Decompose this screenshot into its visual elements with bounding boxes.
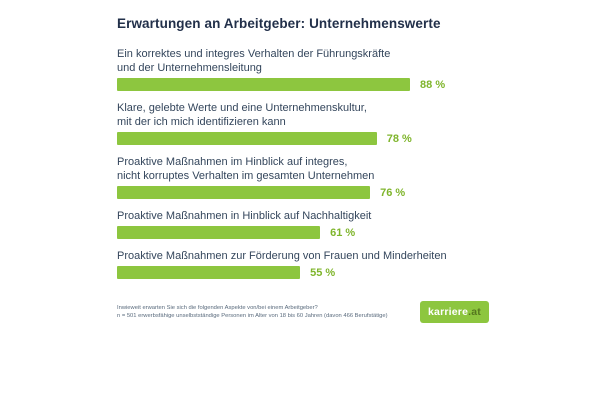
bar-label-line: Proaktive Maßnahmen zur Förderung von Frauen und Minderheiten — [117, 250, 447, 262]
bar-row — [117, 266, 489, 279]
bar — [117, 132, 377, 145]
bar-label-line: Proaktive Maßnahmen im Hinblick auf integres, — [117, 156, 348, 168]
bar-group — [117, 155, 489, 199]
bar-label-line: Proaktive Maßnahmen in Hinblick auf Nachhaltigkeit — [117, 210, 372, 222]
bar — [117, 226, 320, 239]
chart-title: Erwartungen an Arbeitgeber: Unternehmenswerte — [117, 16, 441, 31]
bar-value-label: 55 % — [310, 266, 336, 279]
bar — [117, 78, 410, 91]
bar-row — [117, 132, 489, 145]
logo-text-suffix: .at — [468, 306, 481, 318]
chart-content — [117, 16, 489, 323]
bar — [117, 186, 370, 199]
chart-footer — [117, 301, 489, 323]
bar-group-list — [117, 47, 489, 279]
survey-question: Inwieweit erwarten Sie sich die folgenden Aspekte von/bei einem Arbeitgeber? — [117, 305, 318, 311]
bar — [117, 266, 300, 279]
bar-group — [117, 249, 489, 279]
bar-label — [117, 249, 489, 263]
logo-text-main: karriere — [428, 306, 469, 318]
bar-label — [117, 209, 489, 223]
bar-label — [117, 47, 489, 75]
bar-row — [117, 78, 489, 91]
bar-label-line: nicht korruptes Verhalten im gesamten Unternehmen — [117, 170, 375, 182]
bar-value-label: 61 % — [330, 226, 356, 239]
bar-label-line: mit der ich mich identifizieren kann — [117, 116, 286, 128]
bar-group — [117, 101, 489, 145]
bar-group — [117, 47, 489, 91]
bar-row — [117, 226, 489, 239]
bar-value-label: 88 % — [420, 78, 446, 91]
bar-label-line: Klare, gelebte Werte und eine Unternehmenskultur, — [117, 102, 367, 114]
bar-label — [117, 155, 489, 183]
bar-row — [117, 186, 489, 199]
bar-label — [117, 101, 489, 129]
footnote — [117, 304, 388, 320]
bar-label-line: und der Unternehmensleitung — [117, 62, 262, 74]
bar-value-label: 76 % — [380, 186, 406, 199]
sample-note: n = 501 erwerbsfähige unselbstständige Personen im Alter von 18 bis 60 Jahren (davon 466 Berufstätige) — [117, 313, 388, 319]
bar-value-label: 78 % — [386, 132, 412, 145]
bar-group — [117, 209, 489, 239]
karriereat-logo — [420, 301, 489, 323]
bar-label-line: Ein korrektes und integres Verhalten der Führungskräfte — [117, 48, 391, 60]
